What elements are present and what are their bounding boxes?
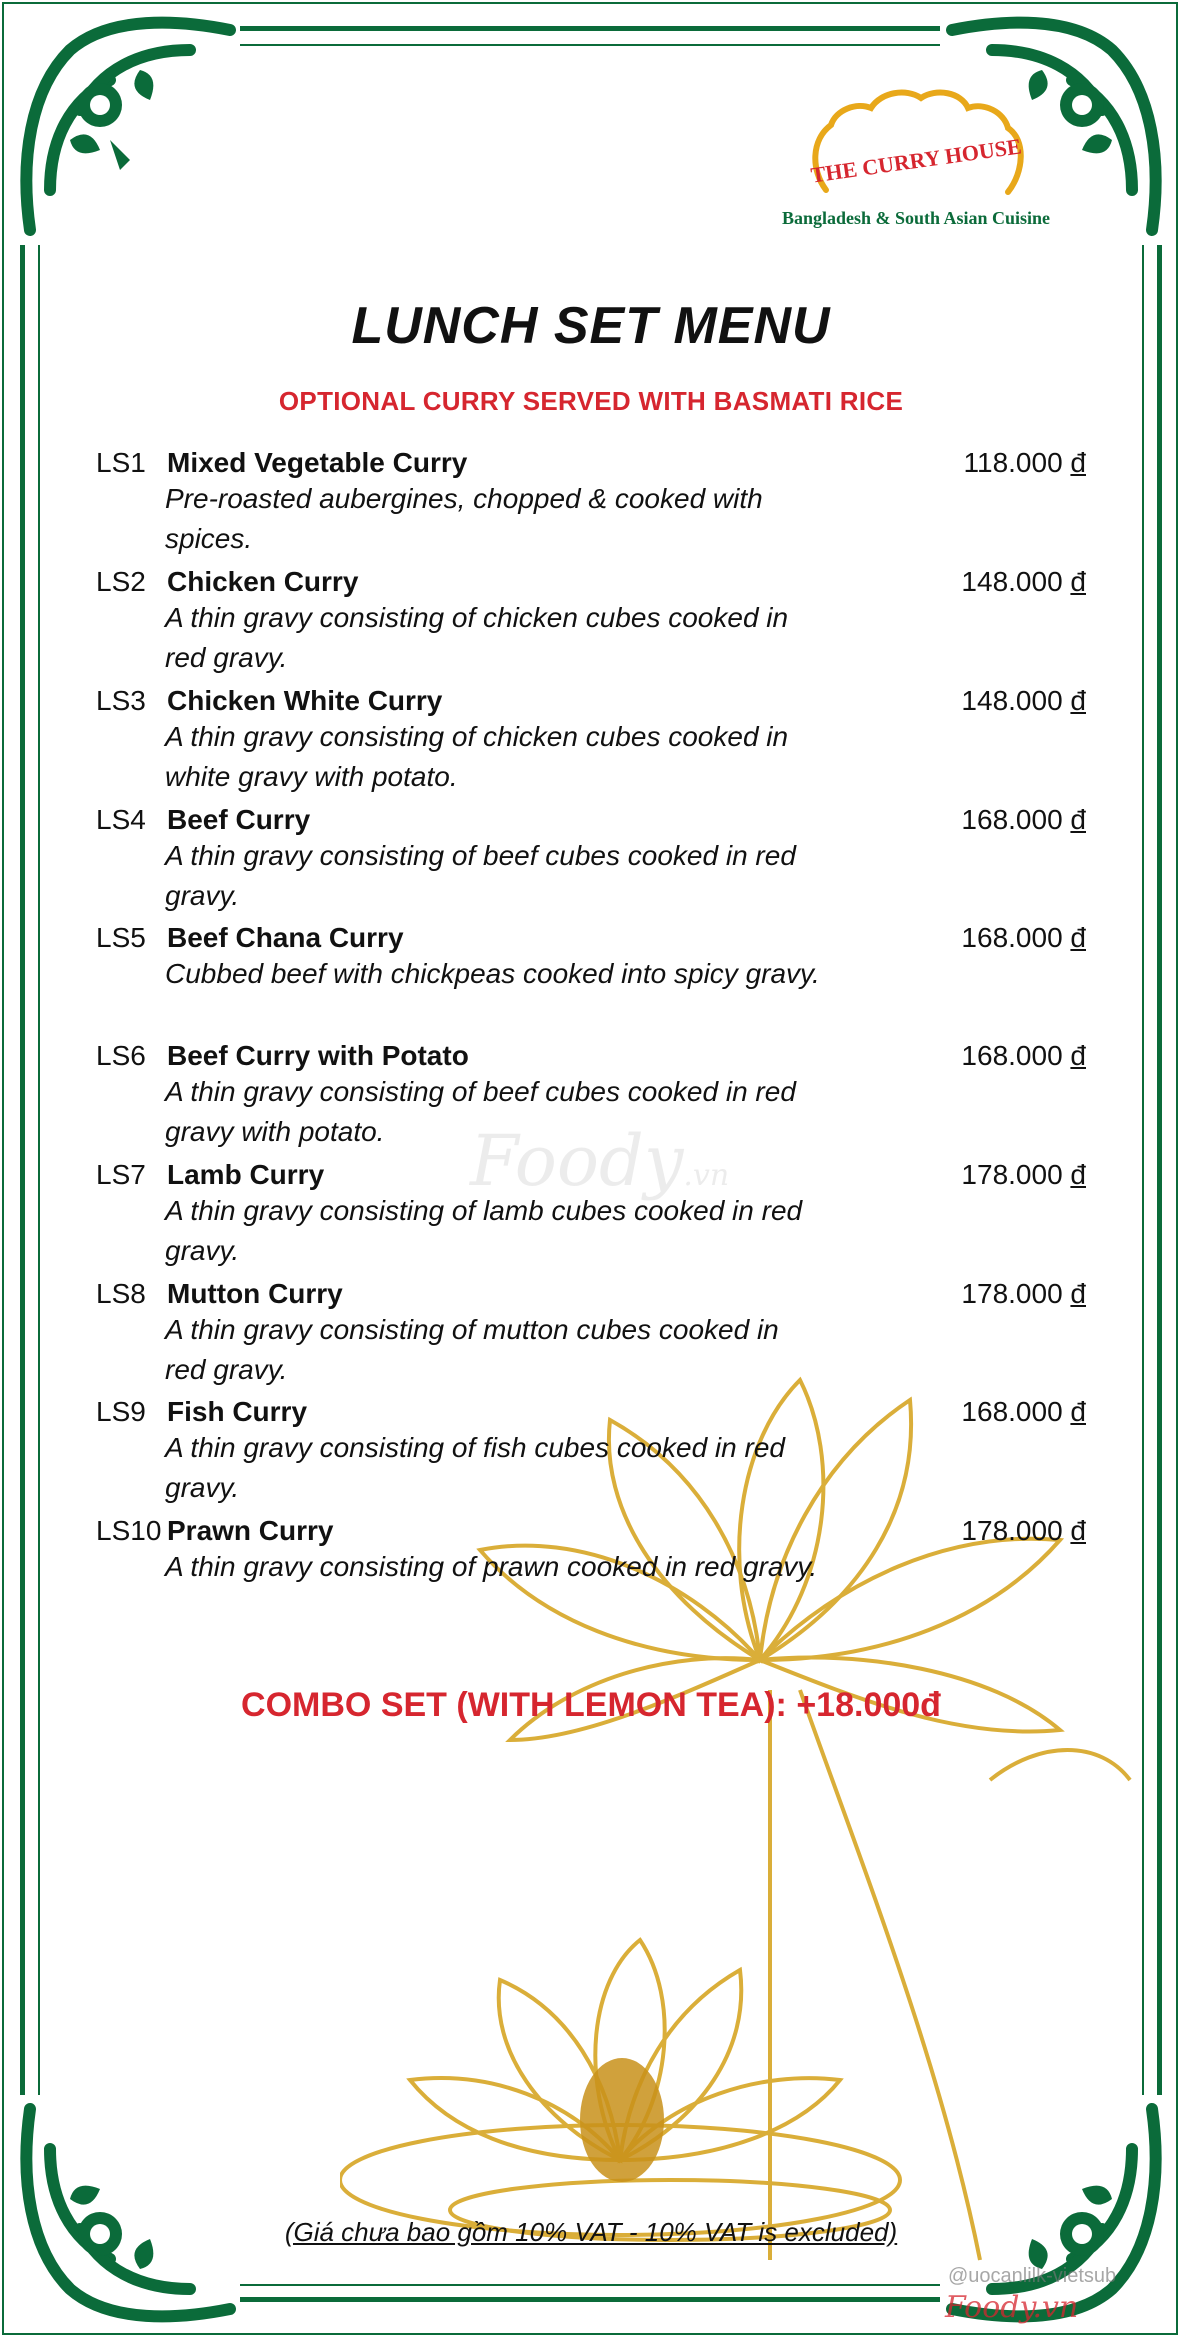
item-description: A thin gravy consisting of prawn cooked in red gravy. — [165, 1551, 818, 1582]
foody-watermark: Foody.vn — [470, 1120, 730, 1202]
brand-logo — [756, 80, 1076, 250]
page-subtitle: OPTIONAL CURRY SERVED WITH BASMATI RICE — [278, 386, 904, 416]
item-price: 178.000 đ — [961, 1159, 1086, 1190]
item-price: 168.000 đ — [961, 1040, 1086, 1071]
menu-item — [96, 1396, 1086, 1508]
item-code: LS5 — [96, 922, 146, 953]
menu-item — [96, 922, 1086, 1034]
item-name: Mixed Vegetable Curry — [167, 447, 468, 478]
item-description: Pre-roasted aubergines, chopped & cooked with spices. — [165, 483, 763, 554]
item-name: Mutton Curry — [167, 1278, 343, 1309]
left-border-line-thin — [38, 245, 40, 2095]
item-description: Cubbed beef with chickpeas cooked into spicy gravy. — [165, 958, 820, 989]
item-price: 168.000 đ — [961, 804, 1086, 835]
item-code: LS2 — [96, 566, 146, 597]
combo-offer: COMBO SET (WITH LEMON TEA): +18.000đ — [241, 1686, 941, 1724]
item-code: LS6 — [96, 1040, 146, 1071]
item-price: 168.000 đ — [961, 922, 1086, 953]
item-description: A thin gravy consisting of chicken cubes cooked in white gravy with potato. — [165, 721, 789, 792]
vat-note: (Giá chưa bao gồm 10% VAT - 10% VAT is excluded) — [284, 2217, 898, 2247]
item-description: A thin gravy consisting of fish cubes cooked in red gravy. — [165, 1432, 785, 1503]
corner-ornament-top-left — [10, 10, 240, 240]
item-description: A thin gravy consisting of lamb cubes cooked in red gravy. — [165, 1195, 803, 1266]
item-name: Fish Curry — [167, 1396, 308, 1427]
item-price: 148.000 đ — [961, 566, 1086, 597]
item-name: Beef Chana Curry — [167, 922, 404, 953]
item-name: Prawn Curry — [167, 1515, 334, 1546]
item-name: Lamb Curry — [167, 1159, 325, 1190]
item-description: A thin gravy consisting of mutton cubes cooked in red gravy. — [165, 1314, 779, 1385]
logo-badge-icon — [756, 80, 1076, 210]
menu-item — [96, 1515, 1086, 1627]
item-code: LS4 — [96, 804, 146, 835]
logo-brand-text: THE CURRY HOUSE — [809, 133, 1023, 188]
uploader-watermark: @uocanlilk-vietsub — [948, 2265, 1117, 2287]
menu-item — [96, 1278, 1086, 1390]
item-description: A thin gravy consisting of beef cubes cooked in red gravy. — [165, 840, 796, 911]
foody-corner-watermark: Foody.vn — [945, 2290, 1079, 2325]
item-price: 118.000 đ — [963, 447, 1086, 478]
item-price: 148.000 đ — [961, 685, 1086, 716]
page-title: LUNCH SET MENU — [351, 297, 831, 355]
item-description: A thin gravy consisting of chicken cubes cooked in red gravy. — [165, 602, 789, 673]
item-name: Beef Curry with Potato — [167, 1040, 469, 1071]
top-border-line — [240, 26, 940, 31]
item-name: Chicken Curry — [167, 566, 359, 597]
item-code: LS1 — [96, 447, 146, 478]
brand-tagline: Bangladesh & South Asian Cuisine — [781, 208, 1051, 228]
corner-ornament-bottom-left — [10, 2099, 240, 2329]
item-price: 178.000 đ — [961, 1278, 1086, 1309]
menu-item — [96, 685, 1086, 797]
menu-item — [96, 804, 1086, 916]
right-border-line-thin — [1142, 245, 1144, 2095]
menu-item — [96, 1159, 1086, 1271]
menu-item — [96, 566, 1086, 678]
item-code: LS9 — [96, 1396, 146, 1427]
item-code: LS10 — [96, 1515, 162, 1546]
left-border-line — [20, 245, 25, 2095]
item-description: A thin gravy consisting of beef cubes cooked in red gravy with potato. — [165, 1076, 796, 1147]
menu-item — [96, 447, 1086, 559]
item-name: Chicken White Curry — [167, 685, 443, 716]
item-code: LS7 — [96, 1159, 146, 1190]
item-code: LS8 — [96, 1278, 146, 1309]
item-name: Beef Curry — [167, 804, 311, 835]
right-border-line — [1157, 245, 1162, 2095]
top-border-line-thin — [240, 44, 940, 46]
item-price: 178.000 đ — [961, 1515, 1086, 1546]
item-code: LS3 — [96, 685, 146, 716]
item-price: 168.000 đ — [961, 1396, 1086, 1427]
